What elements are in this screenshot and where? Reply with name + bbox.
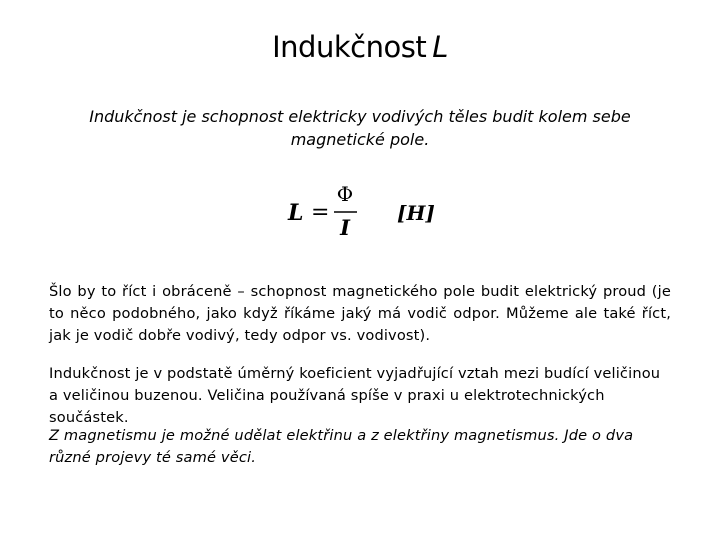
title-text: Indukčnost <box>272 30 427 64</box>
formula-numerator: Φ <box>336 182 354 206</box>
formula-unit: [H] <box>397 201 435 225</box>
slide-title <box>0 30 720 64</box>
inductance-formula <box>280 178 450 238</box>
paragraph-magnetism: Z magnetismu je možné udělat elektřinu a z elektřiny magnetismus. Jde o dva různé projevy té samé věci. <box>49 427 634 466</box>
definition-text: Indukčnost je schopnost elektricky vodivých těles budit kolem sebe magnetické pole. <box>89 107 631 149</box>
formula-lhs: L <box>288 200 304 226</box>
formula-equals: = <box>311 200 330 225</box>
formula-graphic <box>280 178 450 238</box>
paragraph-coefficient: Indukčnost je v podstatě úměrný koeficient vyjadřující vztah mezi budící veličinou a veličinou buzenou. Veličina používaná spíše v praxi u elektrotechnických součástek. <box>49 365 661 426</box>
title-symbol: L <box>432 30 448 64</box>
formula-denominator: I <box>340 215 350 240</box>
paragraph-reverse-relation: Šlo by to říct i obráceně – schopnost magnetického pole budit elektrický proud (je to něco podobného, jako když říkáme jaký má vodič odpor. Můžeme ale také říct, jak je vodič dobře vodivý, tedy odpor vs. vodivost). <box>49 283 671 344</box>
